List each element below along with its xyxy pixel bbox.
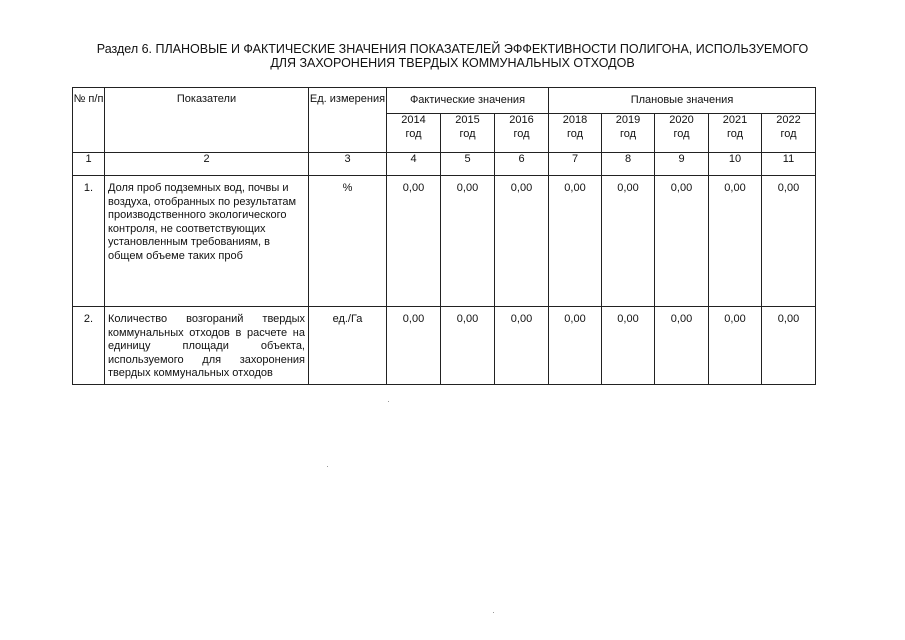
- scan-speck: [327, 466, 328, 467]
- value-cell: 0,00: [549, 307, 602, 385]
- year-label: 2020: [669, 114, 694, 126]
- header-row: [73, 88, 816, 114]
- value-cell: 0,00: [387, 176, 441, 307]
- year-suffix: год: [513, 127, 530, 140]
- header-actual-values: Фактические значения: [387, 88, 549, 114]
- year-suffix: год: [726, 127, 744, 140]
- year-header-2021: [709, 114, 762, 153]
- year-suffix: год: [459, 127, 476, 140]
- year-suffix: год: [566, 127, 584, 140]
- column-number: 9: [655, 153, 709, 176]
- table-row: [73, 307, 816, 385]
- column-number: 3: [309, 153, 387, 176]
- header-number: № п/п: [73, 88, 105, 153]
- year-suffix: год: [780, 127, 797, 140]
- table-row: [73, 176, 816, 307]
- row-number: 2.: [73, 307, 105, 385]
- value-cell: 0,00: [495, 176, 549, 307]
- column-number: 11: [762, 153, 816, 176]
- row-indicator: Количество возгораний твердых коммунальных отходов в расчете на единицу площади объекта, используемого для захоронения твердых коммунальных отходов: [105, 307, 309, 385]
- column-number: 8: [602, 153, 655, 176]
- section-title-line-1: Раздел 6. ПЛАНОВЫЕ И ФАКТИЧЕСКИЕ ЗНАЧЕНИЯ ПОКАЗАТЕЛЕЙ ЭФФЕКТИВНОСТИ ПОЛИГОНА, ИСПОЛЬЗУЕМОГО: [96, 42, 809, 56]
- value-cell: 0,00: [709, 176, 762, 307]
- value-cell: 0,00: [387, 307, 441, 385]
- year-label: 2016: [509, 114, 534, 126]
- value-cell: 0,00: [762, 176, 816, 307]
- column-number: 4: [387, 153, 441, 176]
- year-header-2016: [495, 114, 549, 153]
- row-unit: ед./Га: [309, 307, 387, 385]
- scan-speck: [493, 612, 494, 613]
- year-suffix: год: [673, 127, 690, 140]
- value-cell: 0,00: [495, 307, 549, 385]
- header-unit: Ед. измерения: [309, 88, 387, 153]
- value-cell: 0,00: [441, 176, 495, 307]
- year-suffix: год: [619, 127, 637, 140]
- year-header-2020: [655, 114, 709, 153]
- year-header-2022: [762, 114, 816, 153]
- header-indicators: Показатели: [105, 88, 309, 153]
- column-number: 2: [105, 153, 309, 176]
- column-number: 5: [441, 153, 495, 176]
- value-cell: 0,00: [762, 307, 816, 385]
- column-number: 1: [73, 153, 105, 176]
- scan-speck: [388, 401, 389, 402]
- value-cell: 0,00: [709, 307, 762, 385]
- value-cell: 0,00: [602, 176, 655, 307]
- year-label: 2019: [615, 114, 641, 126]
- year-label: 2018: [562, 114, 588, 126]
- year-header-2014: [387, 114, 441, 153]
- column-number: 6: [495, 153, 549, 176]
- section-title: [40, 42, 865, 70]
- year-header-2019: [602, 114, 655, 153]
- row-number: 1.: [73, 176, 105, 307]
- year-header-2018: [549, 114, 602, 153]
- indicators-table: [72, 87, 816, 385]
- year-label: 2021: [722, 114, 748, 126]
- year-label: 2015: [455, 114, 480, 126]
- year-suffix: год: [405, 127, 422, 140]
- header-planned-values: Плановые значения: [549, 88, 816, 114]
- column-numbers-row: [73, 153, 816, 176]
- row-indicator: Доля проб подземных вод, почвы и воздуха, отобранных по результатам производственного экологического контроля, не соответствующих установленным требованиям, в общем объеме таких проб: [105, 176, 309, 307]
- year-header-2015: [441, 114, 495, 153]
- value-cell: 0,00: [655, 307, 709, 385]
- section-title-line-2: ДЛЯ ЗАХОРОНЕНИЯ ТВЕРДЫХ КОММУНАЛЬНЫХ ОТХОДОВ: [270, 56, 635, 70]
- value-cell: 0,00: [602, 307, 655, 385]
- value-cell: 0,00: [655, 176, 709, 307]
- year-label: 2022: [776, 114, 801, 126]
- column-number: 10: [709, 153, 762, 176]
- value-cell: 0,00: [441, 307, 495, 385]
- year-label: 2014: [401, 114, 426, 126]
- value-cell: 0,00: [549, 176, 602, 307]
- row-unit: %: [309, 176, 387, 307]
- column-number: 7: [549, 153, 602, 176]
